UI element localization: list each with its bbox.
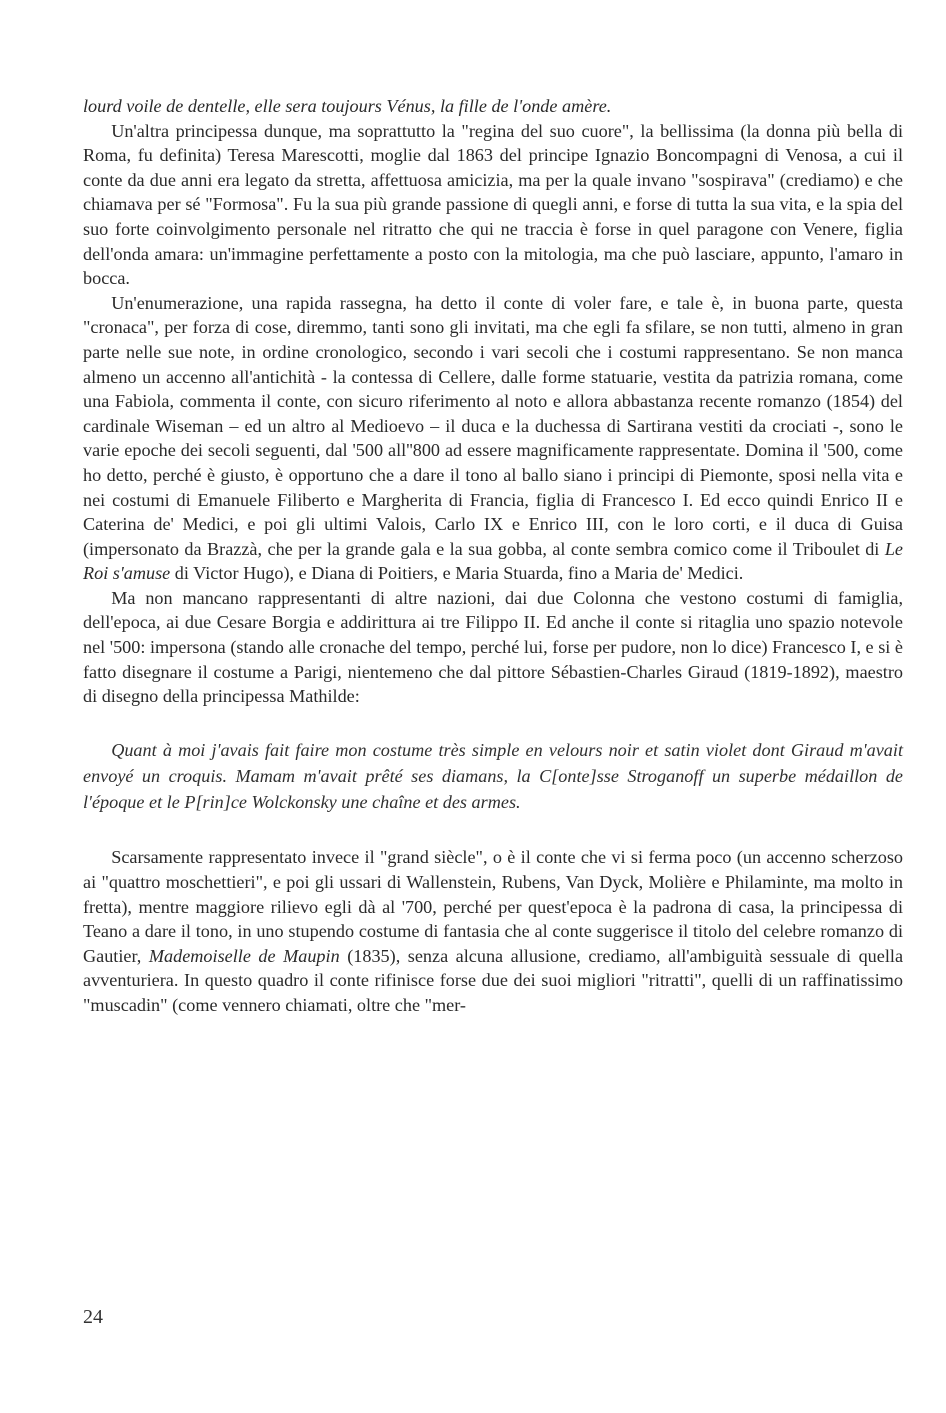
block-quote: Quant à moi j'avais fait faire mon costume très simple en velours noir et satin violet dont Giraud m'avait envoyé un croquis. Mamam m'avait prêté ses diamans, la C[onte]sse Stroganoff un superbe médaillon de l'époque et le P[rin]ce Wolckonsky une chaîne et des armes.: [83, 739, 903, 813]
paragraph-4-title-italic: Mademoiselle de Maupin: [148, 945, 340, 966]
paragraph-2-text: Un'enumerazione, una rapida rassegna, ha detto il conte di voler fare, e tale è, in buona parte, questa "cronaca", per forza di cose, diremmo, tanti sono gli invitati, ma che egli fa sfilare, se non tutti, almeno in gran parte nelle sue note, in ordine cronologico, secondo i vari secoli che i costumi rappresentano. Se non manca almeno un accenno all'antichità - la contessa di Cellere, dalle forme statuarie, vestita da patrizia romana, come una Fabiola, commenta il conte, con sicuro riferimento al noto e allora abbastanza recente romanzo (1854) del cardinale Wiseman – ed un altro al Medioevo – il duca e la duchessa di Sartirana vestiti da crociati -, sono le varie epoche dei secoli seguenti, dal '500 all''800 ad essere magnificamente rappresentate. Domina il '500, come ho detto, perché è giusto, è opportuno che a dare il tono al ballo siano i principi di Piemonte, sposi nella vita e nei costumi di Emanuele Filiberto e Margherita di Francia, figlia di Francesco I. Ed ecco quindi Enrico II e Caterina de' Medici, e poi gli ultimi Valois, Carlo IX e Enrico III, con le loro corti, e il duca di Guisa (impersonato da Brazzà, che per la grande gala e la sua gobba, al conte sembra comico come il Triboulet di: [83, 292, 903, 559]
paragraph-1: Un'altra principessa dunque, ma soprattutto la "regina del suo cuore", la bellissima (la donna più bella di Roma, fu definita) Teresa Marescotti, moglie dal 1863 del principe Ignazio Boncompagni di Venosa, a cui il conte da due anni era legato da stretta, affettuosa amicizia, ma per la quale invano "sospirava" (crediamo) e che chiamava per sé "Formosa". Fu la sua più grande passione di quegli anni, e forse di tutta la sua vita, e la spia del suo forte coinvolgimento personale nel ritratto che qui ne traccia è forse in quel paragone con Venere, figlia dell'onda amara: un'immagine perfettamente a posto con la mitologia, ma che può lasciare, appunto, l'amaro in bocca.: [83, 120, 903, 289]
opening-line: lourd voile de dentelle, elle sera toujours Vénus, la fille de l'onde amère.: [83, 96, 612, 116]
paragraph-2-text-end: di Victor Hugo), e Diana di Poitiers, e Maria Stuarda, fino a Maria de' Medici.: [170, 563, 744, 584]
page-number: 24: [83, 1306, 103, 1328]
paragraph-4: [83, 845, 903, 1017]
page-body: [83, 94, 903, 1018]
paragraph-4-text: Scarsamente rappresentato invece il "grand siècle", o è il conte che vi si ferma poco (un accenno scherzoso ai "quattro moschettieri", e poi gli ussari di Wallenstein, Rubens, Van Dyck, Molière e Philaminte, ma molto in fretta), mentre maggiore rilievo egli dà al '700, perché per quest'epoca è la padrona di casa, la principessa di Teano a dare il tono, in uno stupendo costume di fantasia che al conte suggerisce il titolo del celebre romanzo di Gautier,: [83, 847, 903, 966]
paragraph-4-text-end: (1835), senza alcuna allusione, crediamo, all'ambiguità sessuale di quella avventuriera. In questo quadro il conte rifinisce forse due dei suoi migliori "ritratti", quelli di un raffinatissimo "muscadin" (come vennero chiamati, oltre che "mer-: [83, 945, 904, 1016]
paragraph-2: [83, 291, 903, 586]
paragraph-2-title-italic: Le Roi s'amuse: [83, 538, 903, 584]
paragraph-3: Ma non mancano rappresentanti di altre nazioni, dai due Colonna che vestono costumi di famiglia, dell'epoca, ai due Cesare Borgia e addirittura ai tre Filippo II. Ed anche il conte si ritaglia uno spazio notevole nel '500: impersona (stando alle cronache del tempo, perché lui, forse per pudore, non lo dice) Francesco I, e si è fatto disegnare il costume a Parigi, nientemeno che dal pittore Sébastien-Charles Giraud (1819-1892), maestro di disegno della principessa Mathilde:: [83, 587, 903, 707]
